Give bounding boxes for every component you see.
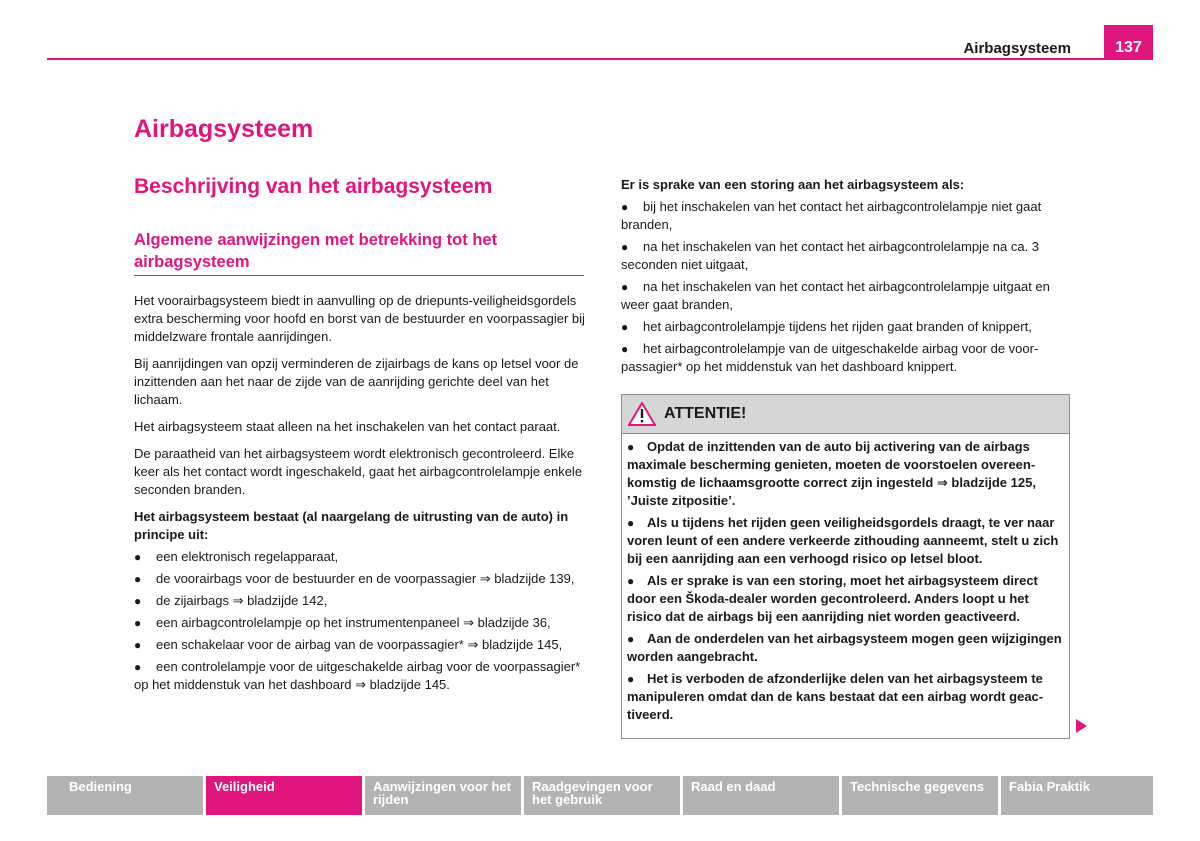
subsection-title: Algemene aanwijzingen met betrekking tot het airbagsysteem	[134, 229, 584, 276]
list-item: ● een elektronisch regelapparaat,	[134, 549, 339, 564]
bullet-icon: ●	[134, 638, 142, 652]
page-number: 137	[1104, 25, 1153, 60]
paragraph: Het airbagsysteem staat alleen na het inschakelen van het contact paraat.	[134, 419, 561, 434]
bullet-icon: ●	[134, 616, 142, 630]
bullet-icon: ●	[627, 516, 635, 530]
bullet-icon: ●	[621, 320, 629, 334]
bullet-icon: ●	[621, 342, 629, 356]
malfunction-list	[621, 198, 1071, 376]
tab-veiligheid[interactable]: Veiligheid	[206, 776, 362, 815]
footer-navigation	[47, 776, 1153, 815]
paragraph: Bij aanrijdingen van opzij verminderen de zijairbags de kans op letsel voor de inzittenden aan het naar de zijde van de aanrijding gerichte deel van het lichaam.	[134, 356, 579, 407]
tab-raadgevingen-voor-het-gebruik[interactable]: Raadgevingen voor het gebruik	[524, 776, 680, 815]
warning-item: ● Opdat de inzittenden van de auto bij activering van de airbags maximale bescherming genieten, moeten de voorstoelen overeenkomstig de lichaamsgrootte correct zijn ingesteld ⇒ bladzijde 125, ’Juiste zitpositie’.	[627, 439, 1036, 508]
warning-item: ● Als er sprake is van een storing, moet het airbagsysteem direct door een Škoda-dealer worden gecontroleerd. Anders loopt u het risico dat de airbags bij een aanrijding niet worden geactiveerd.	[627, 573, 1038, 624]
tab-aanwijzingen-voor-het-rijden[interactable]: Aanwijzingen voor het rijden	[365, 776, 521, 815]
warning-box	[621, 394, 1070, 739]
paragraph: De paraatheid van het airbagsysteem wordt elektronisch gecontroleerd. Elke keer als het contact wordt ingeschakeld, gaat het airbagcontrolelampje enkele seconden branden.	[134, 446, 583, 497]
section-title: Beschrijving van het airbagsysteem	[134, 175, 493, 198]
bullet-icon: ●	[134, 660, 142, 674]
bullet-icon: ●	[627, 672, 635, 686]
list-intro: Het airbagsysteem bestaat (al naargelang de uitrusting van de auto) in principe uit:	[134, 509, 569, 542]
header-rule	[47, 58, 1153, 60]
list-item: ● de zijairbags ⇒ bladzijde 142,	[134, 593, 328, 608]
left-column	[134, 292, 586, 698]
tab-technische-gegevens[interactable]: Technische gegevens	[842, 776, 998, 815]
list-item: ● bij het inschakelen van het contact het airbagcontrolelampje niet gaat branden,	[621, 199, 1042, 232]
warning-title: ATTENTIE!	[664, 405, 747, 422]
warning-list	[622, 434, 1069, 724]
bullet-icon: ●	[621, 280, 629, 294]
tab-raad-en-daad[interactable]: Raad en daad	[683, 776, 839, 815]
components-list	[134, 548, 586, 694]
bullet-icon: ●	[627, 440, 635, 454]
list-item: ● een airbagcontrolelampje op het instrumentenpaneel ⇒ bladzijde 36,	[134, 615, 551, 630]
continue-arrow-icon	[1076, 719, 1087, 733]
tab-bediening[interactable]: Bediening	[47, 776, 203, 815]
warning-header	[622, 395, 1069, 434]
bullet-icon: ●	[621, 200, 629, 214]
running-header-title: Airbagsysteem	[963, 40, 1071, 57]
warning-triangle-icon	[628, 402, 656, 426]
bullet-icon: ●	[627, 632, 635, 646]
list-item: ● een controlelampje voor de uitgeschakelde airbag voor de voorpassagier* op het middenstuk van het dashboard ⇒ bladzijde 145.	[134, 659, 581, 692]
bullet-icon: ●	[621, 240, 629, 254]
bullet-icon: ●	[627, 574, 635, 588]
chapter-title: Airbagsysteem	[134, 115, 314, 143]
list-item: ● na het inschakelen van het contact het airbagcontrolelampje na ca. 3 seconden niet uitgaat,	[621, 239, 1040, 272]
list-item: ● het airbagcontrolelampje tijdens het rijden gaat branden of knippert,	[621, 319, 1032, 334]
bullet-icon: ●	[134, 550, 142, 564]
paragraph: Het voorairbagsysteem biedt in aanvulling op de driepunts-veiligheidsgordels extra bescherming voor hoofd en borst van de bestuurder en voorpassagier bij middelzware frontale aanrijdingen.	[134, 293, 585, 344]
warning-item: ● Het is verboden de afzonderlijke delen van het airbagsysteem te manipuleren omdat dan de kans bestaat dat een airbag wordt geactiveerd.	[627, 671, 1044, 722]
bullet-icon: ●	[134, 572, 142, 586]
bullet-icon: ●	[134, 594, 142, 608]
right-column	[621, 176, 1071, 380]
warning-item: ● Aan de onderdelen van het airbagsysteem mogen geen wijzigingen worden aangebracht.	[627, 631, 1062, 664]
list-item: ● een schakelaar voor de airbag van de voorpassagier* ⇒ bladzijde 145,	[134, 637, 563, 652]
warning-item: ● Als u tijdens het rijden geen veiligheidsgordels draagt, te ver naar voren leunt of een andere verkeerde zithouding aanneemt, stelt u zich bij een aanrijding aan een verhoogd risico op letsel bloot.	[627, 515, 1059, 566]
list-item: ● de voorairbags voor de bestuurder en de voorpassagier ⇒ bladzijde 139,	[134, 571, 575, 586]
list-item: ● het airbagcontrolelampje van de uitgeschakelde airbag voor de voorpassagier* op het middenstuk van het dashboard knippert.	[621, 341, 1039, 374]
malfunction-intro: Er is sprake van een storing aan het airbagsysteem als:	[621, 177, 965, 192]
tab-fabia-praktik[interactable]: Fabia Praktik	[1001, 776, 1153, 815]
list-item: ● na het inschakelen van het contact het airbagcontrolelampje uitgaat en weer gaat branden,	[621, 279, 1050, 312]
